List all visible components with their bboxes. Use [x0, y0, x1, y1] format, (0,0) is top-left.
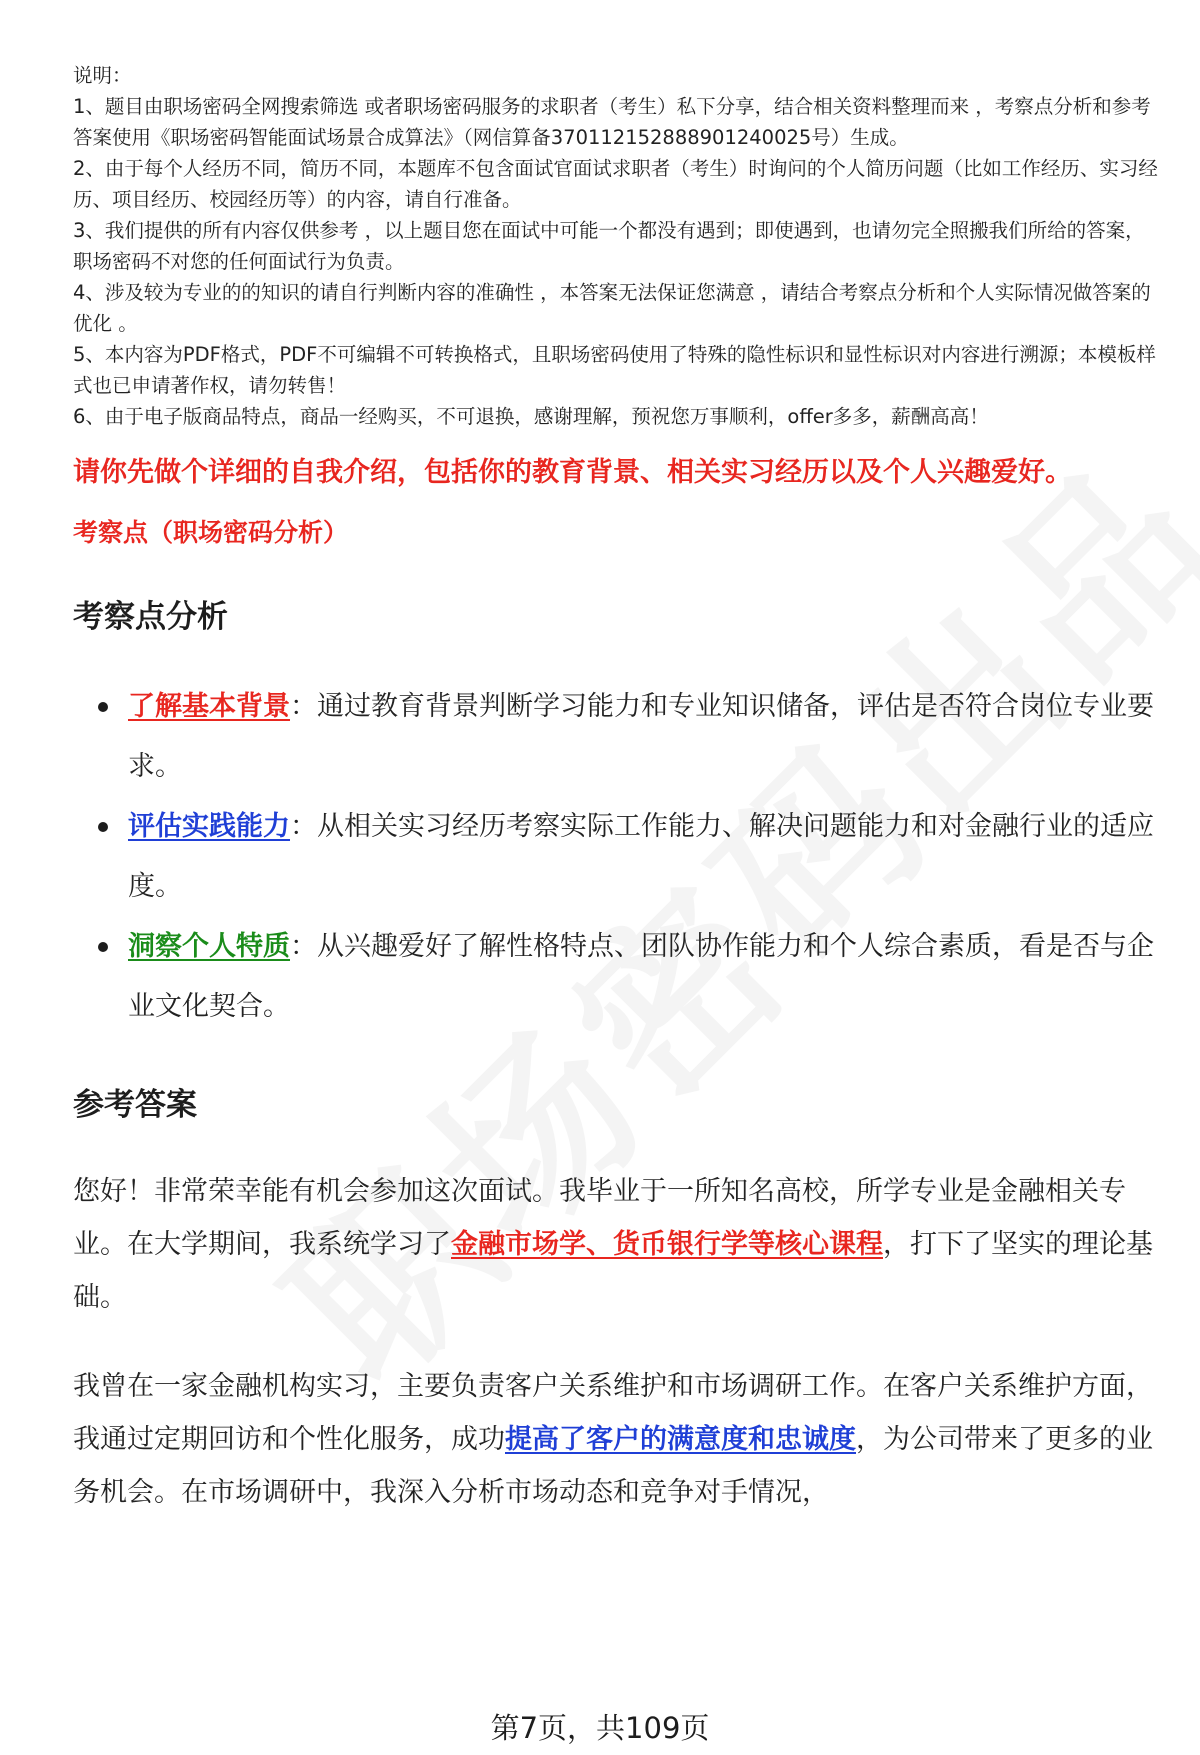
answer-paragraph	[73, 1360, 1159, 1519]
analysis-point	[73, 917, 1159, 1037]
point-keyword: 评估实践能力	[128, 811, 290, 842]
point-keyword: 了解基本背景	[128, 691, 290, 722]
note-item: 6、由于电子版商品特点，商品一经购买，不可退换，感谢理解，预祝您万事顺利，offer多多，薪酬高高！	[73, 405, 989, 428]
note-title: 说明：	[73, 64, 132, 87]
answer-highlight: 金融市场学、货币银行学等核心课程	[451, 1229, 883, 1260]
point-text: ：从相关实习经历考察实际工作能力、解决问题能力和对金融行业的适应度。	[128, 811, 1154, 902]
reference-answer	[73, 1165, 1159, 1519]
point-text: ：通过教育背景判断学习能力和专业知识储备，评估是否符合岗位专业要求。	[128, 691, 1154, 782]
analysis-point	[73, 797, 1159, 917]
point-text: ：从兴趣爱好了解性格特点、团队协作能力和个人综合素质，看是否与企业文化契合。	[128, 931, 1154, 1022]
page-number: 第7页，共109页	[490, 1711, 710, 1745]
page-content	[73, 60, 1159, 1519]
analysis-label: 考察点（职场密码分析）	[73, 518, 349, 547]
answer-heading: 参考答案	[73, 1087, 197, 1123]
note-item: 4、涉及较为专业的的知识的请自行判断内容的准确性 ，本答案无法保证您满意 ，请结合考察点分析和个人实际情况做答案的优化 。	[73, 281, 1151, 335]
analysis-points	[73, 677, 1159, 1037]
answer-highlight: 提高了客户的满意度和忠诚度	[505, 1424, 856, 1455]
bullet-icon	[98, 822, 108, 832]
interview-question: 请你先做个详细的自我介绍，包括你的教育背景、相关实习经历以及个人兴趣爱好。	[73, 457, 1072, 488]
answer-text: ，为公司带来了更多的业务机会。在市场调研中，我深入分析市场动态和竞争对手情况，	[73, 1424, 1153, 1508]
note-item: 2、由于每个人经历不同，简历不同，本题库不包含面试官面试求职者（考生）时询问的个人简历问题（比如工作经历、实习经历、项目经历、校园经历等）的内容，请自行准备。	[73, 157, 1158, 211]
point-keyword: 洞察个人特质	[128, 931, 290, 962]
answer-text: 您好！非常荣幸能有机会参加这次面试。我毕业于一所知名高校，所学专业是金融相关专业。在大学期间，我系统学习了	[73, 1176, 1126, 1260]
answer-text: 我曾在一家金融机构实习，主要负责客户关系维护和市场调研工作。在客户关系维护方面，我通过定期回访和个性化服务，成功	[73, 1371, 1153, 1455]
bullet-icon	[98, 702, 108, 712]
analysis-heading: 考察点分析	[73, 599, 228, 635]
answer-text: ，打下了坚实的理论基础。	[73, 1229, 1153, 1313]
analysis-point	[73, 677, 1159, 797]
note-item: 5、本内容为PDF格式，PDF不可编辑不可转换格式，且职场密码使用了特殊的隐性标识和显性标识对内容进行溯源；本模板样式也已申请著作权，请勿转售！	[73, 343, 1156, 397]
answer-paragraph	[73, 1165, 1159, 1324]
disclaimer-notes	[73, 60, 1159, 432]
note-item: 1、题目由职场密码全网搜索筛选 或者职场密码服务的求职者（考生）私下分享，结合相关资料整理而来 ，考察点分析和参考答案使用《职场密码智能面试场景合成算法》（网信算备370112152888901240025号）生成。	[73, 95, 1151, 149]
bullet-icon	[98, 942, 108, 952]
note-item: 3、我们提供的所有内容仅供参考 ，以上题目您在面试中可能一个都没有遇到；即使遇到，也请勿完全照搬我们所给的答案，职场密码不对您的任何面试行为负责。	[73, 219, 1145, 273]
